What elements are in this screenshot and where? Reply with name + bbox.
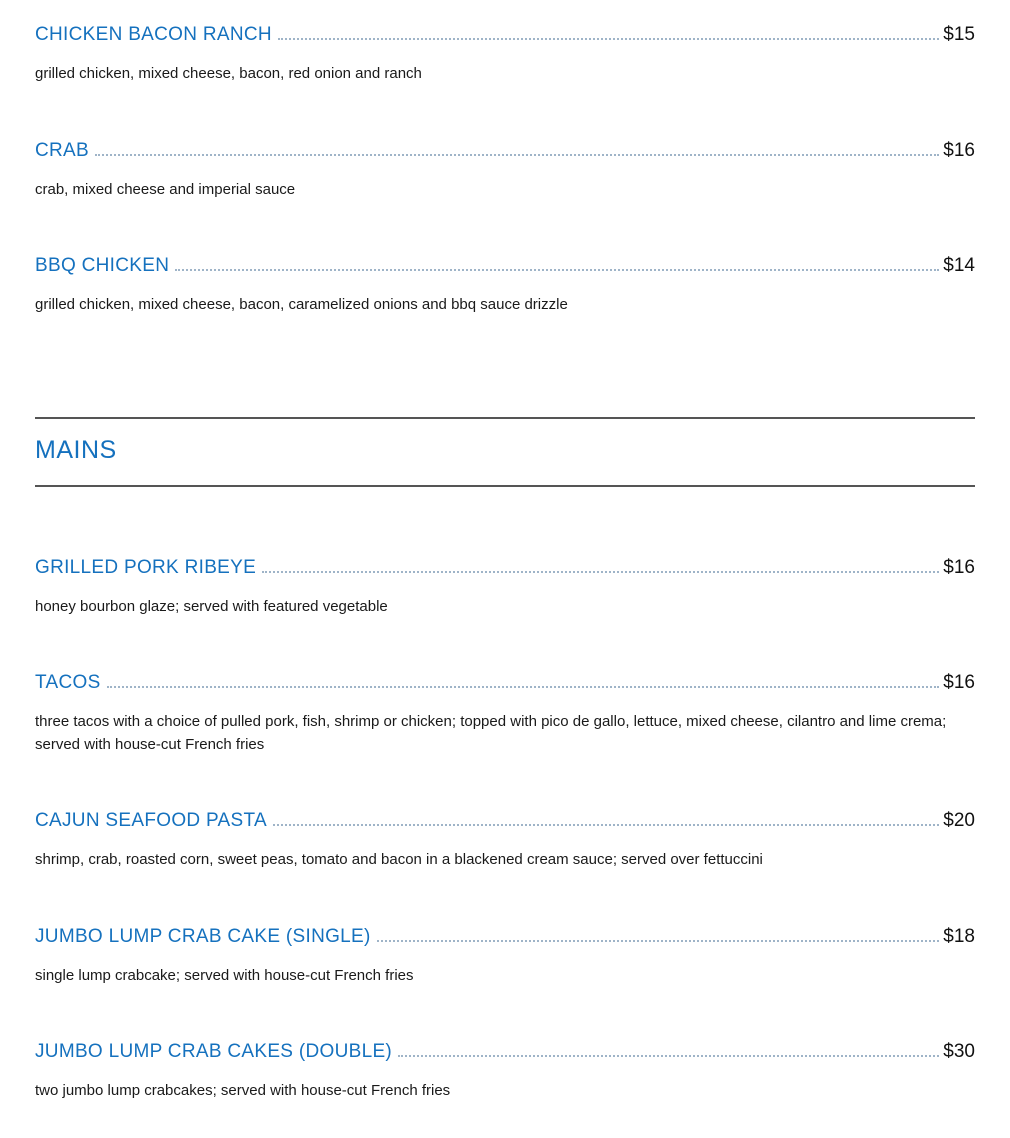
menu-item [35, 140, 975, 201]
dot-leader [398, 1054, 939, 1057]
dot-leader [377, 939, 940, 942]
menu-item-price: $16 [943, 557, 975, 578]
menu-item [35, 672, 975, 756]
menu-item-name: GRILLED PORK RIBEYE [35, 557, 257, 578]
menu-item-description: crab, mixed cheese and imperial sauce [35, 181, 296, 198]
menu-item-header [35, 810, 975, 832]
menu-item-name: CRAB [35, 140, 89, 161]
menu-item-description: grilled chicken, mixed cheese, bacon, red onion and ranch [35, 65, 422, 82]
menu-item-price: $14 [943, 255, 975, 276]
dot-leader [262, 570, 939, 573]
dot-leader [95, 153, 939, 156]
menu-item-price: $18 [943, 926, 975, 947]
menu-item-price: $16 [943, 140, 975, 161]
menu-item-description: two jumbo lump crabcakes; served with house-cut French fries [35, 1082, 451, 1099]
menu-item-price: $30 [943, 1041, 975, 1062]
menu-item-description: honey bourbon glaze; served with featured vegetable [35, 598, 388, 615]
menu-item-header [35, 1041, 975, 1063]
menu-item-description: shrimp, crab, roasted corn, sweet peas, tomato and bacon in a blackened cream sauce; served over fettuccini [35, 851, 763, 868]
menu-item-name: BBQ CHICKEN [35, 255, 170, 276]
menu-item-price: $16 [943, 672, 975, 693]
menu-item-header [35, 926, 975, 948]
menu-item-header [35, 255, 975, 277]
dot-leader [107, 685, 940, 688]
section-title: MAINS [35, 436, 117, 464]
menu-item-name: JUMBO LUMP CRAB CAKE (SINGLE) [35, 926, 371, 947]
menu-item-description: three tacos with a choice of pulled pork, fish, shrimp or chicken; topped with pico de gallo, lettuce, mixed cheese, cilantro and lime crema; served with house-cut French fries [35, 713, 947, 753]
menu-item [35, 24, 975, 85]
dot-leader [273, 823, 939, 826]
menu-item-price: $15 [943, 24, 975, 45]
menu-item-name: TACOS [35, 672, 101, 693]
menu-item [35, 926, 975, 987]
menu-item-header [35, 140, 975, 162]
menu-item [35, 557, 975, 618]
menu-item-header [35, 24, 975, 46]
menu-item [35, 810, 975, 871]
menu-item-price: $20 [943, 810, 975, 831]
menu-item-name: CAJUN SEAFOOD PASTA [35, 810, 267, 831]
dot-leader [175, 268, 939, 271]
menu-item-description: grilled chicken, mixed cheese, bacon, caramelized onions and bbq sauce drizzle [35, 296, 568, 313]
menu-item-description: single lump crabcake; served with house-cut French fries [35, 967, 414, 984]
section-divider-top [35, 417, 975, 419]
menu-item-name: CHICKEN BACON RANCH [35, 24, 272, 45]
menu-item-header [35, 557, 975, 579]
menu-item-header [35, 672, 975, 694]
menu-item [35, 1041, 975, 1102]
menu-item-name: JUMBO LUMP CRAB CAKES (DOUBLE) [35, 1041, 393, 1062]
menu-item [35, 255, 975, 316]
dot-leader [278, 37, 939, 40]
section-divider-bottom [35, 485, 975, 487]
